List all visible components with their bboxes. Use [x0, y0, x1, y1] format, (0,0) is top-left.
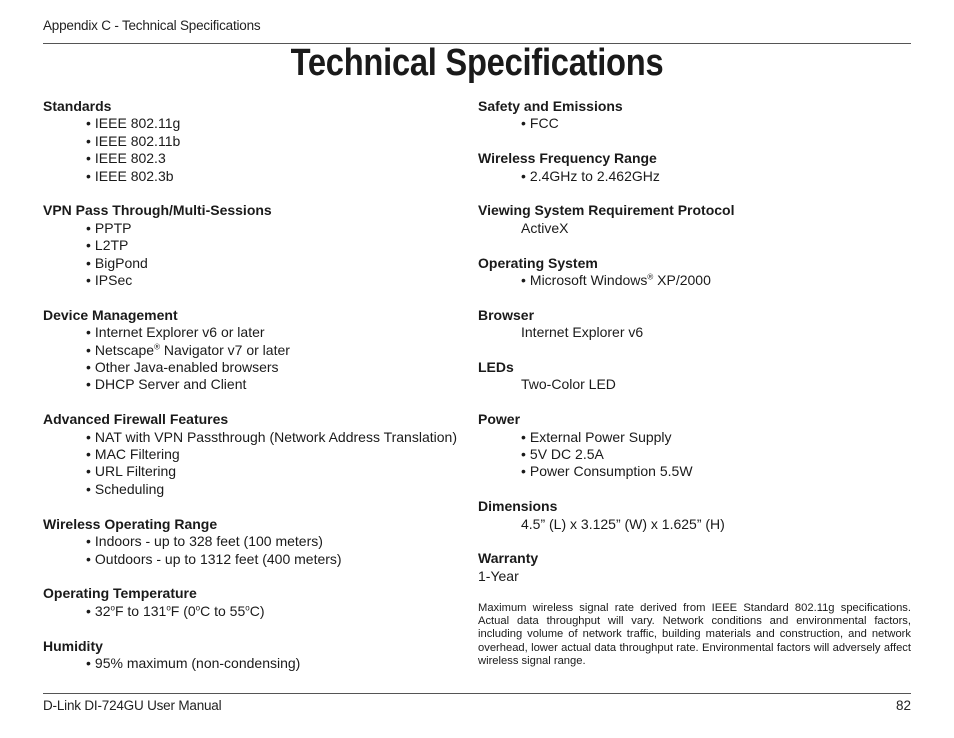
- list-item: • L2TP: [86, 237, 129, 254]
- frequency-section: [478, 150, 911, 185]
- section-title: Dimensions: [478, 498, 558, 515]
- power-section: [478, 411, 911, 481]
- list-item: • 95% maximum (non-condensing): [86, 654, 301, 671]
- list-item: • 32$^o$F to 131$^o$F (0$^o$C to 55$^o$C): [86, 602, 265, 619]
- spec-value: Two-Color LED: [521, 376, 616, 393]
- registered-mark: ®: [647, 272, 654, 282]
- list-item: • External Power Supply: [521, 428, 672, 445]
- section-title: LEDs: [478, 359, 514, 376]
- firewall-section: [43, 411, 473, 498]
- list-item: • Internet Explorer v6 or later: [86, 324, 265, 341]
- device-management-section: [43, 307, 473, 394]
- section-title: Humidity: [43, 637, 103, 654]
- browser-section: [478, 307, 911, 342]
- list-item: • PPTP: [86, 219, 132, 236]
- spec-value: 1-Year: [478, 567, 519, 584]
- list-item: • DHCP Server and Client: [86, 376, 247, 393]
- viewing-protocol-section: [478, 202, 911, 237]
- safety-section: [478, 98, 911, 133]
- section-title: Viewing System Requirement Protocol: [478, 202, 735, 219]
- section-title: Warranty: [478, 550, 539, 567]
- list-item: • IEEE 802.3b: [86, 167, 174, 184]
- operating-temperature-section: [43, 585, 473, 620]
- spec-value: Internet Explorer v6: [521, 324, 644, 341]
- list-item: • FCC: [521, 115, 559, 132]
- page-number: 82: [895, 698, 911, 713]
- list-item: • Scheduling: [86, 480, 165, 497]
- section-title: Device Management: [43, 306, 178, 323]
- dimensions-section: [478, 498, 911, 533]
- list-item: • IPSec: [86, 272, 133, 289]
- registered-mark: ®: [154, 342, 160, 351]
- list-item: • IEEE 802.11b: [86, 132, 181, 149]
- warranty-section: [478, 550, 911, 585]
- section-title: Advanced Firewall Features: [43, 411, 229, 428]
- footer-manual-name: D-Link DI-724GU User Manual: [43, 698, 222, 713]
- vpn-section: [43, 202, 473, 289]
- page-title: Technical Specifications: [290, 42, 664, 84]
- list-item: • Power Consumption 5.5W: [521, 463, 693, 480]
- leds-section: [478, 359, 911, 394]
- list-item: • IEEE 802.11g: [86, 115, 181, 132]
- running-header: Appendix C - Technical Specifications: [43, 18, 261, 33]
- list-item: • BigPond: [86, 254, 148, 271]
- list-item: • Outdoors - up to 1312 feet (400 meters): [86, 550, 342, 567]
- list-item: • 5V DC 2.5A: [521, 446, 604, 463]
- left-column: [43, 98, 473, 690]
- list-item: • 2.4GHz to 2.462GHz: [521, 167, 660, 184]
- section-title: Operating Temperature: [43, 585, 197, 602]
- list-item: • NAT with VPN Passthrough (Network Address Translation): [86, 428, 457, 445]
- right-column: [478, 98, 911, 668]
- section-title: Standards: [43, 98, 112, 114]
- section-title: Browser: [478, 306, 535, 323]
- section-title: Power: [478, 411, 521, 428]
- list-item: • Microsoft Windows® XP/2000: [521, 272, 711, 289]
- section-title: Operating System: [478, 254, 598, 271]
- list-item: • Other Java-enabled browsers: [86, 359, 279, 376]
- list-item: • MAC Filtering: [86, 446, 180, 463]
- footer-rule: [43, 693, 911, 694]
- operating-system-section: [478, 255, 911, 290]
- section-title: Wireless Operating Range: [43, 515, 218, 532]
- wireless-range-section: [43, 516, 473, 568]
- throughput-disclaimer: Maximum wireless signal rate derived from IEEE Standard 802.11g specifications. Actual data throughput will vary. Network conditions and environmental factors, including volume of network traffic, building materials and construction, and network overhead, lower actual data throughput rate. Environmental factors will adversely affect wireless signal range.: [478, 601, 911, 667]
- section-title: Safety and Emissions: [478, 98, 623, 114]
- spec-value: ActiveX: [521, 219, 569, 236]
- standards-section: [43, 98, 473, 185]
- list-item: • Indoors - up to 328 feet (100 meters): [86, 533, 323, 550]
- humidity-section: [43, 638, 473, 673]
- section-title: Wireless Frequency Range: [478, 150, 657, 167]
- list-item: • Netscape® Navigator v7 or later: [86, 341, 290, 358]
- list-item: • IEEE 802.3: [86, 150, 166, 167]
- spec-value: 4.5” (L) x 3.125” (W) x 1.625” (H): [521, 515, 725, 532]
- section-title: VPN Pass Through/Multi-Sessions: [43, 202, 272, 219]
- list-item: • URL Filtering: [86, 463, 177, 480]
